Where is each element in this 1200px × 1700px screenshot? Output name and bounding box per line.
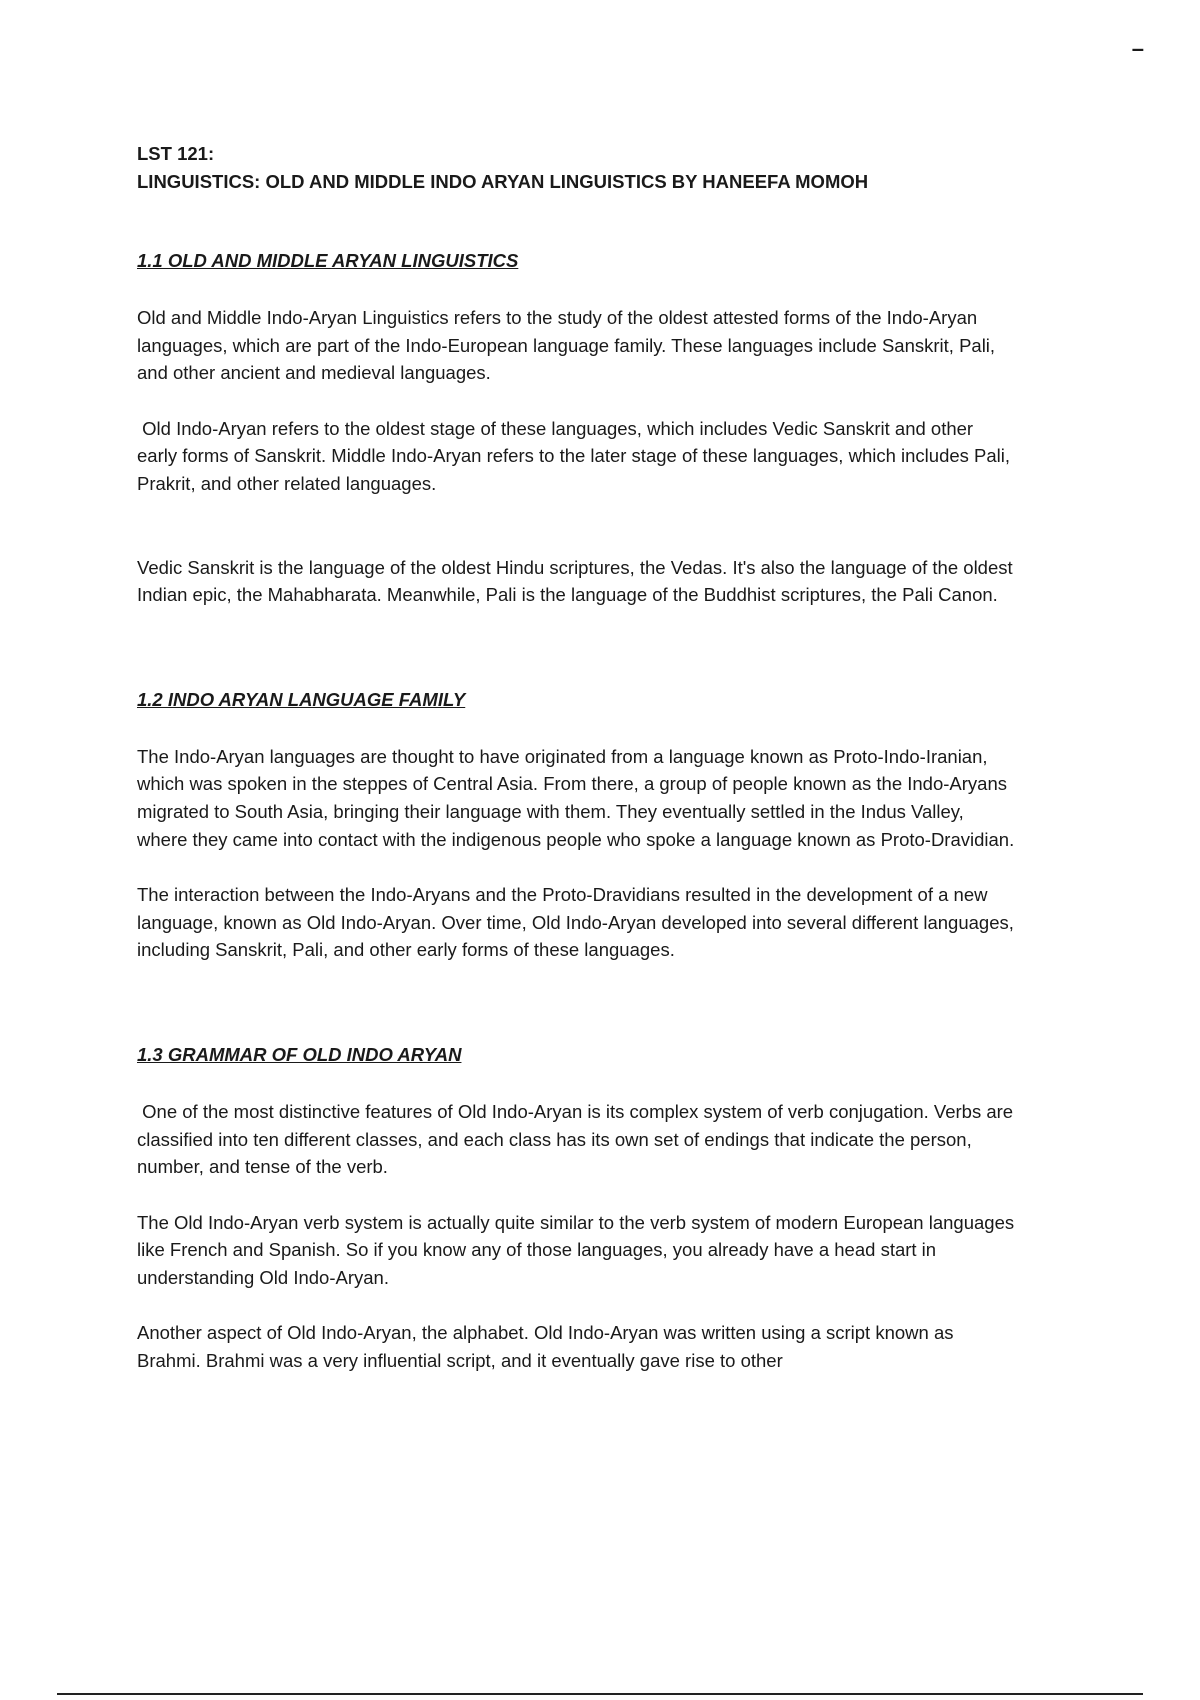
document-body	[137, 140, 1017, 1375]
corner-dash-mark: –	[1131, 36, 1144, 61]
section-heading-1-3: 1.3 GRAMMAR OF OLD INDO ARYAN	[137, 1043, 462, 1065]
section-1-2-paragraph-2: The interaction between the Indo-Aryans and the Proto-Dravidians resulted in the development of a new language, known as Old Indo-Aryan. Over time, Old Indo-Aryan developed into several different languages, including Sanskrit, Pali, and other early forms of these languages.	[137, 884, 1014, 961]
section-1-1-paragraph-3: Vedic Sanskrit is the language of the oldest Hindu scriptures, the Vedas. It's also the language of the oldest Indian epic, the Mahabharata. Meanwhile, Pali is the language of the Buddhist scriptures, the Pali Canon.	[137, 556, 1013, 606]
course-code: LST 121:	[137, 143, 215, 164]
section-heading-1-2: 1.2 INDO ARYAN LANGUAGE FAMILY	[137, 688, 466, 710]
section-heading-1-1: 1.1 OLD AND MIDDLE ARYAN LINGUISTICS	[137, 250, 519, 271]
footer-divider	[57, 1693, 1143, 1695]
section-1-3-paragraph-3: Another aspect of Old Indo-Aryan, the alphabet. Old Indo-Aryan was written using a script known as Brahmi. Brahmi was a very influential script, and it eventually gave rise to other	[137, 1322, 954, 1372]
section-1-1-paragraph-1: Old and Middle Indo-Aryan Linguistics refers to the study of the oldest attested forms of the Indo-Aryan languages, which are part of the Indo-European language family. These languages include Sanskrit, Pali, and other ancient and medieval languages.	[137, 307, 996, 384]
section-1-3-paragraph-1: One of the most distinctive features of Old Indo-Aryan is its complex system of verb conjugation. Verbs are classified into ten different classes, and each class has its own set of endings that indicate the person, number, and tense of the verb.	[137, 1100, 1019, 1178]
section-1-2-paragraph-1: The Indo-Aryan languages are thought to have originated from a language known as Proto-Indo-Iranian, which was spoken in the steppes of Central Asia. From there, a group of people known as the Indo-Aryans migrated to South Asia, bringing their language with them. They eventually settled in the Indus Valley, where they came into contact with the indigenous people who spoke a language known as Proto-Dravidian.	[137, 745, 1015, 850]
course-title: LINGUISTICS: OLD AND MIDDLE INDO ARYAN LINGUISTICS BY HANEEFA MOMOH	[137, 171, 869, 192]
section-1-1-paragraph-2: Old Indo-Aryan refers to the oldest stage of these languages, which includes Vedic Sanskrit and other early forms of Sanskrit. Middle Indo-Aryan refers to the later stage of these languages, which includes Pali, Prakrit, and other related languages.	[137, 417, 1016, 494]
section-1-3-paragraph-2: The Old Indo-Aryan verb system is actually quite similar to the verb system of modern European languages like French and Spanish. So if you know any of those languages, you already have a head start in understanding Old Indo-Aryan.	[137, 1211, 1015, 1288]
